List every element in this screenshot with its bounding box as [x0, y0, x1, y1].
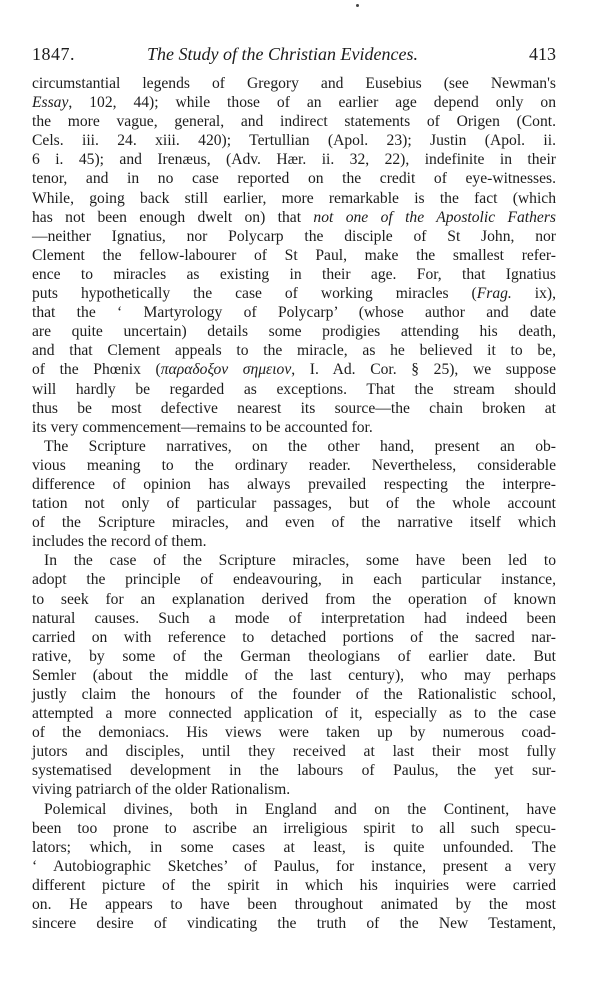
paragraph — [32, 74, 556, 437]
text-line: In the case of the Scripture miracles, some have been led to — [44, 552, 556, 570]
text-line: different picture of the spirit in which his inquiries were carried — [32, 876, 556, 894]
text-line: been too prone to ascribe an irreligious spirit to all such specu- — [32, 819, 556, 837]
text-line: that the ‘ Martyrology of Polycarp’ (whose author and date — [32, 304, 556, 322]
text-line: Essay, 102, 44); while those of an earlier age depend only on — [32, 94, 556, 112]
text-line: the more vague, general, and indirect statements of Origen (Cont. — [32, 113, 556, 131]
text-line: circumstantial legends of Gregory and Eusebius (see Newman's — [32, 75, 556, 92]
body-text — [32, 74, 556, 933]
header-year: 1847. — [32, 44, 75, 64]
text-line: While, going back still earlier, more remarkable is the fact (which — [32, 189, 556, 207]
text-line: difference of opinion has always prevailed respecting the interpre- — [32, 475, 556, 493]
text-line: to seek for an explanation derived from the operation of known — [32, 590, 556, 608]
paragraph — [32, 437, 556, 552]
text-line: jutors and disciples, until they received at last their most fully — [32, 743, 556, 761]
text-line: thus be most defective nearest its source—the chain broken at — [32, 399, 556, 417]
running-title: The Study of the Christian Evidences. — [147, 44, 418, 64]
print-speck — [356, 4, 359, 7]
text-line: natural causes. Such a mode of interpretation had indeed been — [32, 609, 556, 627]
text-line: has not been enough dwelt on) that not one of the Apostolic Fathers — [32, 208, 556, 226]
text-line: includes the record of them. — [32, 533, 207, 551]
text-line: rative, by some of the German theologians of earlier date. But — [32, 647, 556, 665]
text-line: systematised development in the labours of Paulus, the yet sur- — [32, 762, 556, 780]
text-line: are quite uncertain) details some prodigies attending his death, — [32, 323, 556, 341]
text-line: —neither Ignatius, nor Polycarp the disciple of St John, nor — [32, 227, 556, 245]
text-line: adopt the principle of endeavouring, in each particular instance, — [32, 571, 556, 589]
paragraph — [32, 800, 556, 934]
text-line: tenor, and in no case reported on the credit of eye-witnesses. — [32, 170, 556, 188]
text-line: sincere desire of vindicating the truth of the New Testament, — [32, 915, 556, 933]
text-line: of the Scripture miracles, and even of the narrative itself which — [32, 514, 556, 532]
text-line: and that Clement appeals to the miracle, as he believed it to be, — [32, 342, 556, 360]
text-line: vious meaning to the ordinary reader. Nevertheless, considerable — [32, 456, 556, 474]
text-line: justly claim the honours of the founder of the Rationalistic school, — [32, 686, 556, 703]
running-header — [32, 18, 556, 64]
text-line: Semler (about the middle of the last century), who may perhaps — [32, 666, 556, 684]
text-line: of the Phœnix (παραδοξον σημειον, I. Ad. Cor. § 25), we suppose — [32, 361, 556, 379]
text-line: tation not only of particular passages, but of the whole account — [32, 495, 556, 513]
text-line: puts hypothetically the case of working miracles (Frag. ix), — [32, 285, 556, 303]
text-line: ‘ Autobiographic Sketches’ of Paulus, for instance, present a very — [32, 857, 556, 875]
text-line: 6 i. 45); and Irenæus, (Adv. Hær. ii. 32, 22), indefinite in their — [32, 151, 556, 169]
text-line: lators; which, in some cases at least, is quite unfounded. The — [32, 838, 556, 856]
paragraph — [32, 551, 556, 799]
text-line: will hardly be regarded as exceptions. That the stream should — [32, 380, 556, 398]
text-line: carried on with reference to detached portions of the sacred nar- — [32, 628, 556, 646]
text-line: of the demoniacs. His views were taken up by numerous coad- — [32, 724, 556, 742]
text-line: its very commencement—remains to be accounted for. — [32, 418, 373, 436]
text-line: Polemical divines, both in England and on the Continent, have — [44, 800, 556, 818]
text-line: Cels. iii. 24. xiii. 420); Tertullian (Apol. 23); Justin (Apol. ii. — [32, 132, 556, 150]
page-number: 413 — [529, 44, 556, 64]
text-line: viving patriarch of the older Rationalism. — [32, 781, 291, 799]
text-line: The Scripture narratives, on the other hand, present an ob- — [44, 437, 556, 455]
text-line: ence to miracles as existing in their age. For, that Ignatius — [32, 265, 556, 283]
book-page — [32, 18, 556, 933]
text-line: Clement the fellow-labourer of St Paul, make the smallest refer- — [32, 246, 556, 264]
text-line: attempted a more connected application of it, especially as to the case — [32, 705, 556, 723]
text-line: on. He appears to have been throughout animated by the most — [32, 896, 556, 914]
